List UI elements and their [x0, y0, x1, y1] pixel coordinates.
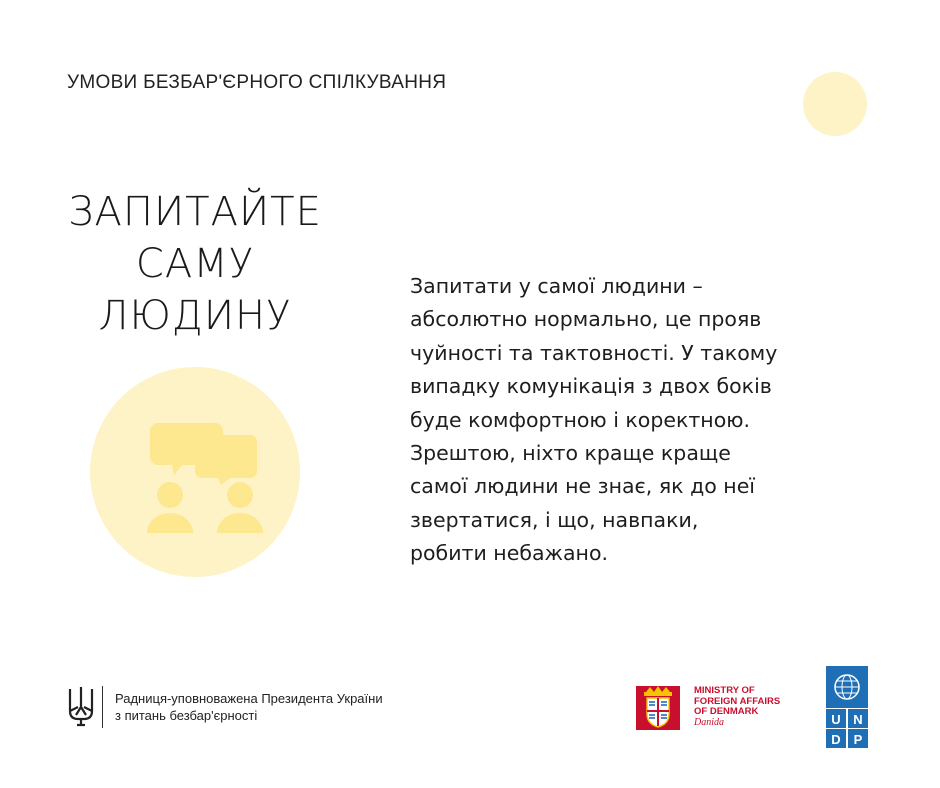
body-text: [410, 270, 830, 571]
conversation-people-icon: [90, 367, 300, 577]
headline-line-2: САМУ: [135, 241, 255, 287]
body-line: звертатися, і що, навпаки,: [410, 507, 699, 532]
body-line: чуйності та тактовності. У такому: [410, 340, 778, 365]
presidential-office-logo: [66, 684, 383, 730]
denmark-mfa-logo: [636, 686, 780, 730]
denmark-line-1: MINISTRY OF: [694, 685, 755, 696]
body-line: абсолютно нормально, це прояв: [410, 307, 762, 332]
body-line: випадку комунікація з двох боків: [410, 374, 772, 399]
body-line: Запитати у самої людини –: [410, 274, 703, 298]
undp-letter-p: P: [853, 732, 863, 747]
body-line: буде комфортною і коректною.: [410, 407, 751, 432]
danish-coat-of-arms-icon: [636, 686, 680, 730]
headline-line-3: ЛЮДИНУ: [98, 293, 292, 339]
undp-letter-u: U: [831, 712, 841, 727]
denmark-mfa-text: [694, 686, 780, 728]
body-line: робити небажано.: [410, 541, 609, 566]
trident-icon: [66, 685, 96, 729]
series-title: УМОВИ БЕЗБАР'ЄРНОГО СПІЛКУВАННЯ: [67, 72, 447, 93]
body-line: Зрештою, ніхто краще краще: [410, 441, 731, 466]
office-line-1: Радниця-уповноважена Президента України: [115, 691, 383, 706]
denmark-line-4: Danida: [694, 716, 724, 728]
footer-divider: [102, 686, 103, 728]
undp-logo: [826, 666, 868, 748]
office-line-2: з питань безбар'єрності: [115, 708, 258, 723]
undp-letter-n: N: [853, 712, 863, 727]
undp-letter-d: D: [831, 732, 841, 747]
decorative-circle: [803, 72, 867, 136]
presidential-office-text: [115, 690, 383, 724]
headline-line-1: ЗАПИТАЙТЕ: [68, 189, 322, 235]
body-line: самої людини не знає, як до неї: [410, 474, 756, 499]
denmark-line-3: OF DENMARK: [694, 706, 759, 717]
denmark-line-2: FOREIGN AFFAIRS: [694, 695, 781, 707]
headline: [60, 186, 330, 342]
